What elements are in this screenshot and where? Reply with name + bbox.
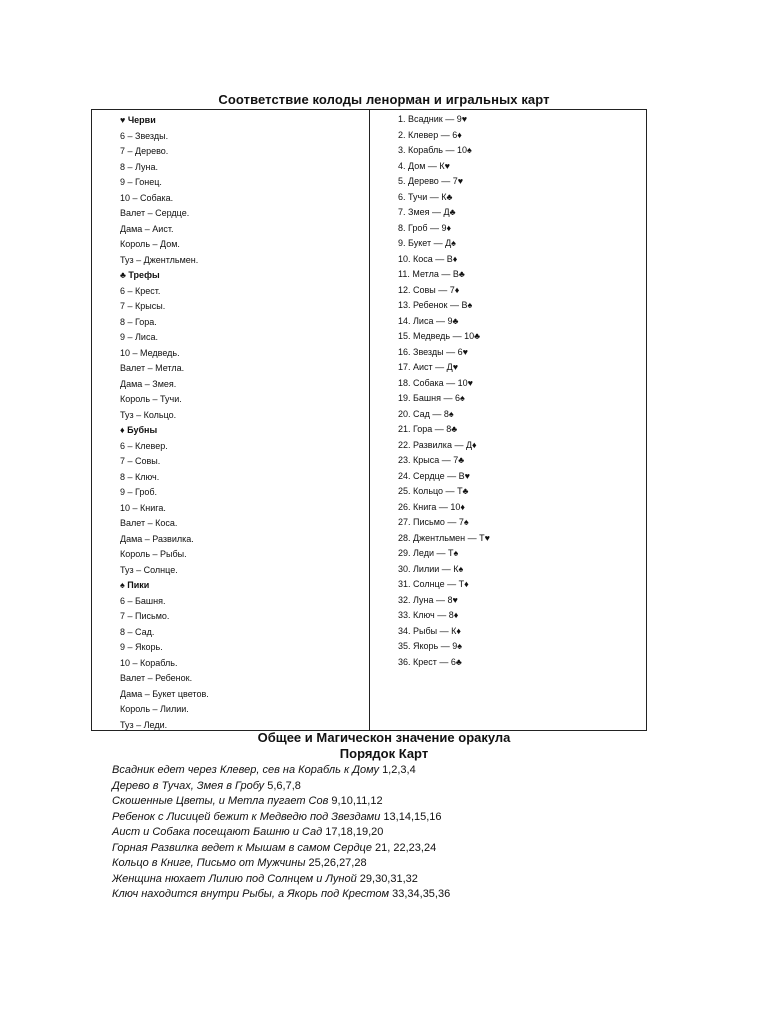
suit-mapping-item: 8 – Луна. xyxy=(120,161,158,172)
card-mapping-item: 29. Леди — Т♠ xyxy=(398,548,459,558)
card-mapping-item: 8. Гроб — 9♦ xyxy=(398,222,452,233)
card-mapping-item: 3. Корабль — 10♠ xyxy=(398,145,472,155)
suit-mapping-item: Дама – Змея. xyxy=(120,378,177,389)
order-phrase xyxy=(112,887,712,903)
section-subtitle: Порядок Карт xyxy=(339,746,429,761)
phrase-text: Горная Развилка ведет к Мышам в самом Сердце xyxy=(112,841,372,854)
phrase-numbers: 25,26,27,28 xyxy=(308,857,367,869)
card-mapping-item: 10. Коса — В♦ xyxy=(398,253,458,264)
section-title: Общее и Магическон значение оракула xyxy=(257,730,511,745)
order-phrase xyxy=(112,825,712,841)
card-mapping-item: 32. Луна — 8♥ xyxy=(398,594,458,605)
card-mapping-item: 17. Аист — Д♥ xyxy=(398,362,459,372)
card-mapping-item: 13. Ребенок — В♠ xyxy=(398,300,473,310)
suit-mapping-item: 8 – Сад. xyxy=(120,626,155,637)
card-mapping-item: 27. Письмо — 7♠ xyxy=(398,517,469,527)
suit-mapping-item: 10 – Корабль. xyxy=(120,657,178,668)
suit-mapping-item: Валет – Ребенок. xyxy=(120,673,193,683)
suit-mapping-item: Король – Дом. xyxy=(120,239,180,249)
suit-heading: ♠ Пики xyxy=(120,580,150,590)
suit-mapping-item: 10 – Медведь. xyxy=(120,347,180,358)
phrase-numbers: 5,6,7,8 xyxy=(267,779,301,792)
suit-mapping-item: Туз – Солнце. xyxy=(120,564,178,575)
suit-mapping-item: Дама – Букет цветов. xyxy=(120,688,209,699)
suit-mapping-item: Валет – Коса. xyxy=(120,518,178,528)
order-phrase xyxy=(112,763,712,779)
order-phrase xyxy=(112,872,712,888)
card-mapping-item: 21. Гора — 8♣ xyxy=(398,424,458,434)
card-mapping-item: 14. Лиса — 9♣ xyxy=(398,315,459,326)
phrase-numbers: 29,30,31,32 xyxy=(359,872,418,885)
page-title: Соответствие колоды ленорман и игральных карт xyxy=(218,92,550,107)
card-mapping-item: 16. Звезды — 6♥ xyxy=(398,346,468,357)
suit-mapping-item: Король – Рыбы. xyxy=(120,549,187,559)
suits-column xyxy=(120,113,360,733)
suit-mapping-item: 10 – Собака. xyxy=(120,192,174,203)
card-mapping-item: 15. Медведь — 10♣ xyxy=(398,331,481,341)
suit-mapping-item: 6 – Звезды. xyxy=(120,130,169,141)
card-mapping-item: 12. Совы — 7♦ xyxy=(398,284,460,295)
suit-mapping-item: 7 – Письмо. xyxy=(120,611,170,621)
phrase-numbers: 33,34,35,36 xyxy=(392,888,451,900)
phrase-text: Женщина нюхает Лилию под Солнцем и Луной xyxy=(112,872,357,885)
order-phrase xyxy=(112,841,712,857)
card-mapping-item: 25. Кольцо — Т♣ xyxy=(398,486,469,496)
order-phrase xyxy=(112,856,712,872)
card-mapping-item: 35. Якорь — 9♠ xyxy=(398,641,463,651)
card-mapping-item: 9. Букет — Д♠ xyxy=(398,238,456,248)
card-mapping-item: 30. Лилии — К♠ xyxy=(398,563,464,574)
card-mapping-item: 34. Рыбы — К♦ xyxy=(398,625,461,636)
suit-mapping-item: 7 – Совы. xyxy=(120,456,161,466)
phrase-numbers: 21, 22,23,24 xyxy=(375,841,437,854)
suit-mapping-item: 6 – Клевер. xyxy=(120,440,168,451)
column-divider xyxy=(369,110,370,730)
suit-mapping-item: Валет – Сердце. xyxy=(120,208,190,218)
suit-mapping-item: Туз – Леди. xyxy=(120,719,168,730)
card-mapping-item: 24. Сердце — В♥ xyxy=(398,470,470,481)
order-phrase xyxy=(112,810,712,826)
order-phrase xyxy=(112,779,712,795)
suit-mapping-item: Король – Тучи. xyxy=(120,394,182,404)
card-mapping-item: 5. Дерево — 7♥ xyxy=(398,176,464,186)
suit-mapping-item: 9 – Лиса. xyxy=(120,332,158,342)
card-mapping-item: 31. Солнце — Т♦ xyxy=(398,579,469,589)
suit-mapping-item: 9 – Якорь. xyxy=(120,642,163,652)
suit-mapping-item: Дама – Развилка. xyxy=(120,533,194,544)
phrase-numbers: 9,10,11,12 xyxy=(331,795,383,807)
suit-heading: ♦ Бубны xyxy=(120,425,158,435)
card-mapping-item: 7. Змея — Д♣ xyxy=(398,207,456,217)
suit-mapping-item: Туз – Кольцо. xyxy=(120,409,177,420)
card-mapping-item: 22. Развилка — Д♦ xyxy=(398,439,477,450)
card-mapping-item: 4. Дом — К♥ xyxy=(398,160,450,171)
card-mapping-item: 23. Крыса — 7♣ xyxy=(398,455,465,465)
card-order-list xyxy=(112,763,712,903)
suit-heading: ♥ Черви xyxy=(120,115,156,125)
suit-mapping-item: Туз – Джентльмен. xyxy=(120,254,199,265)
phrase-text: Всадник едет через Клевер, сев на Корабль к Дому xyxy=(112,764,379,776)
card-mapping-item: 18. Собака — 10♥ xyxy=(398,377,473,388)
suit-mapping-item: 6 – Башня. xyxy=(120,595,166,606)
cards-column xyxy=(398,112,638,670)
suit-mapping-item: Валет – Метла. xyxy=(120,363,185,373)
phrase-numbers: 13,14,15,16 xyxy=(383,810,442,823)
card-mapping-item: 28. Джентльмен — Т♥ xyxy=(398,532,490,543)
suit-mapping-item: 8 – Ключ. xyxy=(120,471,160,482)
card-mapping-item: 20. Сад — 8♠ xyxy=(398,408,454,419)
suit-mapping-item: 7 – Дерево. xyxy=(120,146,169,156)
card-mapping-item: 6. Тучи — К♣ xyxy=(398,191,453,202)
suit-mapping-item: 9 – Гонец. xyxy=(120,177,162,187)
phrase-numbers: 17,18,19,20 xyxy=(325,826,384,838)
suit-mapping-item: 7 – Крысы. xyxy=(120,301,166,311)
phrase-text: Аист и Собака посещают Башню и Сад xyxy=(112,826,323,838)
card-mapping-item: 26. Книга — 10♦ xyxy=(398,501,465,512)
card-mapping-item: 19. Башня — 6♠ xyxy=(398,393,465,403)
suit-mapping-item: 6 – Крест. xyxy=(120,285,161,296)
suit-mapping-item: Король – Лилии. xyxy=(120,704,189,714)
phrase-numbers: 1,2,3,4 xyxy=(382,764,416,776)
phrase-text: Кольцо в Книге, Письмо от Мужчины xyxy=(112,857,306,869)
suit-mapping-item: 10 – Книга. xyxy=(120,502,166,513)
suit-mapping-item: 9 – Гроб. xyxy=(120,487,158,497)
card-mapping-item: 33. Ключ — 8♦ xyxy=(398,610,459,620)
card-mapping-item: 2. Клевер — 6♦ xyxy=(398,129,462,140)
card-mapping-item: 11. Метла — В♣ xyxy=(398,269,465,279)
correspondence-table xyxy=(91,109,647,731)
phrase-text: Ребенок с Лисицей бежит к Медведю под Звездами xyxy=(112,810,381,823)
phrase-text: Скошенные Цветы, и Метла пугает Сов xyxy=(112,795,329,807)
suit-mapping-item: Дама – Аист. xyxy=(120,223,174,234)
order-phrase xyxy=(112,794,712,810)
card-mapping-item: 1. Всадник — 9♥ xyxy=(398,114,468,124)
card-mapping-item: 36. Крест — 6♣ xyxy=(398,656,462,667)
suit-mapping-item: 8 – Гора. xyxy=(120,316,157,327)
suit-heading: ♣ Трефы xyxy=(120,270,160,280)
phrase-text: Ключ находится внутри Рыбы, а Якорь под Крестом xyxy=(112,888,390,900)
phrase-text: Дерево в Тучах, Змея в Гробу xyxy=(112,779,265,792)
